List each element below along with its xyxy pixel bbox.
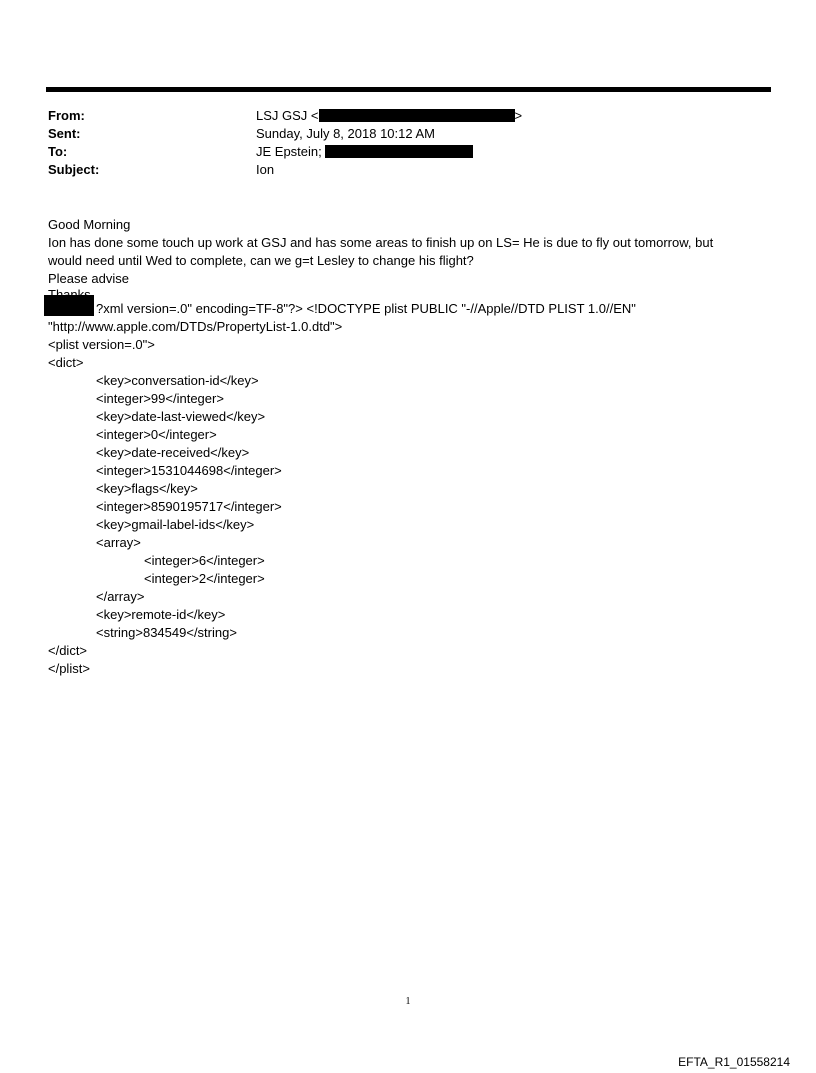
body-line: Ion has done some touch up work at GSJ and has some areas to finish up on LS= He is due to fly out tomorrow, but [48,235,714,250]
xml-line: <dict> [48,355,84,370]
greeting: Good Morning [48,217,131,232]
xml-line: <key>conversation-id</key> [96,373,259,388]
xml-line: <plist version=.0"> [48,337,155,352]
xml-decl-text: ?xml version=.0" encoding=TF-8"?> <!DOCTYPE plist PUBLIC "-//Apple//DTD PLIST 1.0//EN" [96,301,636,316]
xml-line: <integer>0</integer> [96,427,217,442]
xml-line: <string>834549</string> [96,625,237,640]
message-body [48,216,768,678]
xml-line: <key>date-last-viewed</key> [96,409,266,424]
from-label: From: [48,108,85,123]
xml-declaration [48,300,768,318]
thanks-line [48,288,768,300]
xml-line: <key>remote-id</key> [96,607,226,622]
xml-line: <key>flags</key> [96,481,198,496]
to-value [256,143,473,161]
page-number: 1 [405,996,411,1007]
xml-line: <key>date-received</key> [96,445,250,460]
subject-label: Subject: [48,162,100,177]
xml-line: </plist> [48,661,90,676]
xml-line: <integer>6</integer> [144,553,265,568]
from-tail: > [514,108,523,123]
xml-line: </dict> [48,643,88,658]
sent-value: Sunday, July 8, 2018 10:12 AM [256,126,435,141]
redaction-bar [44,295,94,316]
body-line: Please advise [48,271,129,286]
from-name: LSJ GSJ < [256,108,319,123]
xml-line: <integer>2</integer> [144,571,265,586]
xml-line: <integer>99</integer> [96,391,224,406]
xml-line: <integer>1531044698</integer> [96,463,282,478]
to-label: To: [48,144,68,159]
xml-line: <key>gmail-label-ids</key> [96,517,255,532]
xml-line: </array> [96,589,145,604]
xml-line: <integer>8590195717</integer> [96,499,282,514]
from-value [256,107,522,125]
redaction-bar [325,145,473,158]
to-name: JE Epstein; [256,144,322,159]
xml-line: <array> [96,535,141,550]
header-rule [46,87,771,92]
subject-value: Ion [256,162,275,177]
sent-label: Sent: [48,126,81,141]
xml-dtd: "http://www.apple.com/DTDs/PropertyList-1.0.dtd"> [48,319,343,334]
redaction-bar [319,109,515,122]
body-line: would need until Wed to complete, can we g=t Lesley to change his flight? [48,253,474,268]
bates-number: EFTA_R1_01558214 [678,1055,790,1069]
